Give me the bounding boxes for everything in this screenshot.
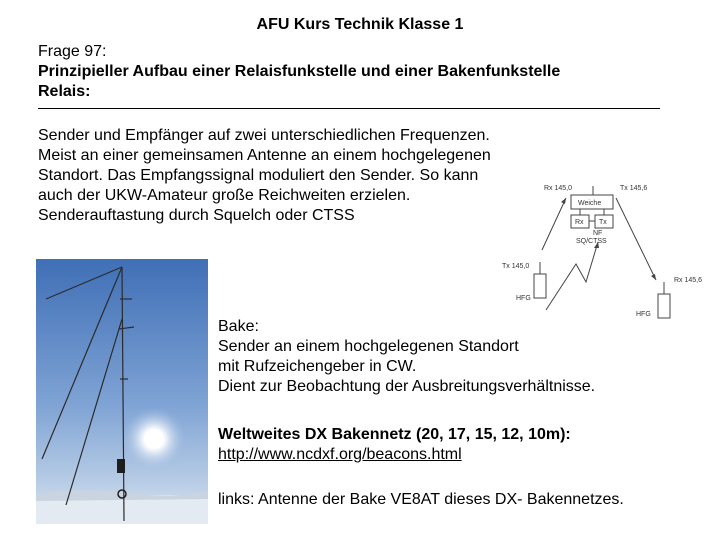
bake-description bbox=[218, 317, 595, 397]
relay-line: Sender und Empfänger auf zwei unterschiedlichen Frequenzen. bbox=[38, 127, 490, 144]
diagram-tx-out: Tx 145,6 bbox=[620, 185, 648, 192]
relay-line: Senderauftastung durch Squelch oder CTSS bbox=[38, 207, 355, 224]
bake-line: mit Rufzeichengeber in CW. bbox=[218, 358, 417, 375]
section-heading-relais: Relais: bbox=[38, 83, 91, 100]
page-title: AFU Kurs Technik Klasse 1 bbox=[256, 16, 464, 33]
diagram-hfg-right: HFG bbox=[636, 311, 651, 318]
hfg-right-box bbox=[658, 294, 670, 318]
bake-heading: Bake: bbox=[218, 318, 259, 335]
diagram-hfg-left: HFG bbox=[516, 295, 531, 302]
arrowhead-icon bbox=[651, 274, 656, 280]
diagram-rx: Rx bbox=[575, 219, 584, 226]
bake-line: Sender an einem hochgelegenen Standort bbox=[218, 338, 519, 355]
diagram-tx-user: Tx 145,0 bbox=[502, 263, 530, 270]
arrowhead-icon bbox=[561, 198, 566, 204]
diagram-rx-user: Rx 145,6 bbox=[674, 277, 703, 284]
diagram-sq: SQ/CTSS bbox=[576, 238, 607, 245]
diagram-rx-in: Rx 145,0 bbox=[544, 185, 573, 192]
question-number: Frage 97: bbox=[38, 43, 107, 60]
dx-network-heading: Weltweites DX Bakennetz (20, 17, 15, 12, 10m): bbox=[218, 426, 571, 443]
beacons-link[interactable]: http://www.ncdxf.org/beacons.html bbox=[218, 446, 462, 463]
diagram-weiche: Weiche bbox=[578, 200, 602, 207]
relay-line: Meist an einer gemeinsamen Antenne an einem hochgelegenen bbox=[38, 147, 491, 164]
divider bbox=[38, 108, 660, 109]
signal-zigzag-path bbox=[546, 242, 598, 310]
question-topic: Prinzipieller Aufbau einer Relaisfunkstelle und einer Bakenfunkstelle bbox=[38, 63, 561, 80]
relay-diagram bbox=[498, 178, 720, 320]
diagram-tx: Tx bbox=[599, 219, 607, 226]
diagram-nf: NF bbox=[593, 230, 603, 237]
beacon-antenna-photo bbox=[36, 259, 208, 524]
bake-line: Dient zur Beobachtung der Ausbreitungsverhältnisse. bbox=[218, 378, 596, 395]
relay-line: Standort. Das Empfangssignal moduliert den Sender. So kann bbox=[38, 167, 479, 184]
relay-description bbox=[38, 126, 491, 226]
photo-caption: links: Antenne der Bake VE8AT dieses DX- Bakennetzes. bbox=[218, 491, 624, 508]
relay-line: auch der UKW-Amateur große Reichweiten erzielen. bbox=[38, 187, 411, 204]
hfg-left-box bbox=[534, 274, 546, 298]
